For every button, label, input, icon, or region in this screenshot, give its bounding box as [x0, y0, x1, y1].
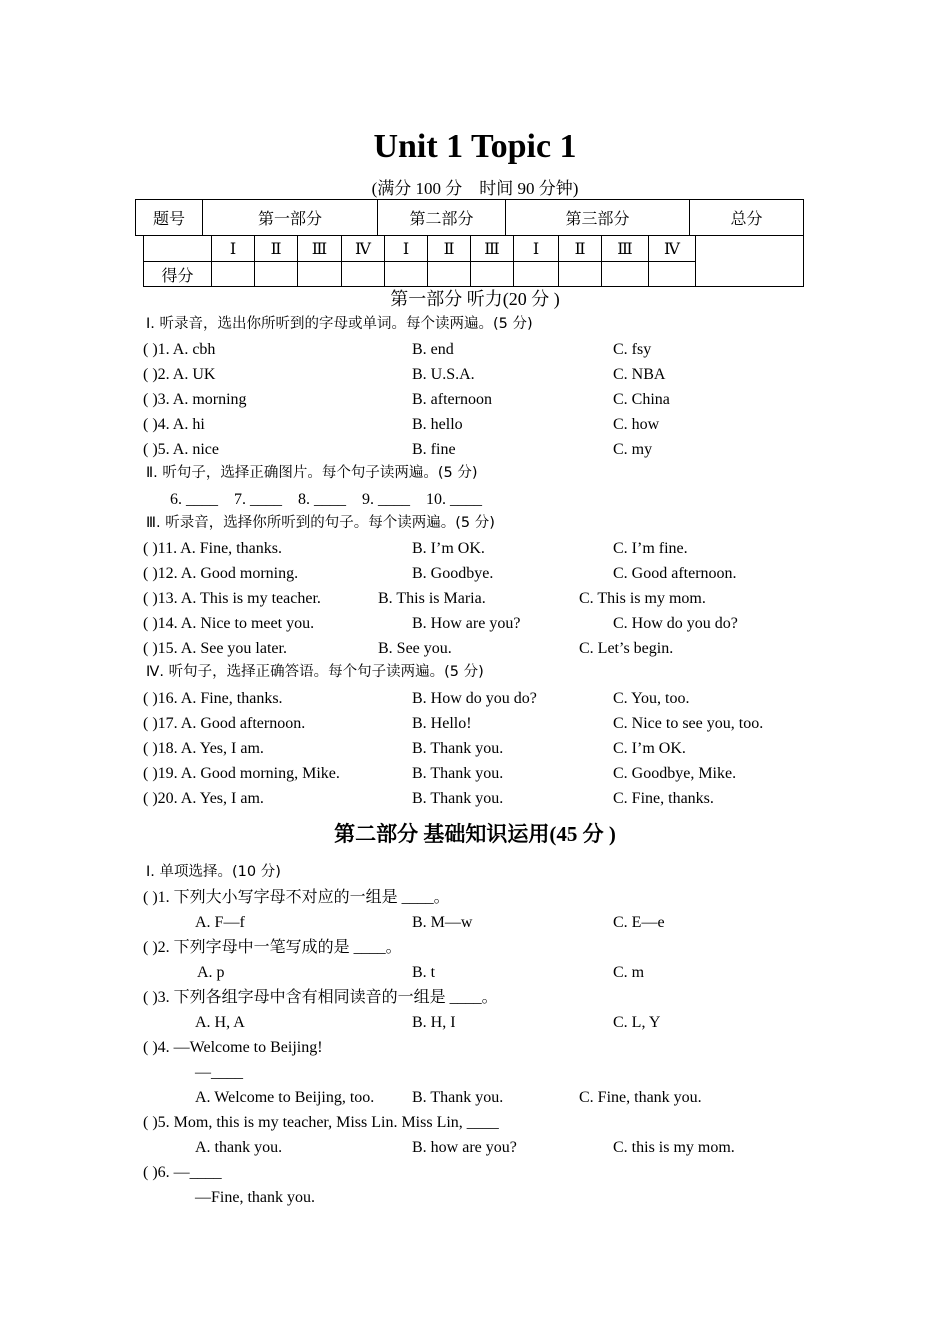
option-c: C. E—e	[613, 914, 665, 931]
score-cell	[649, 262, 696, 287]
numeral-cell: Ⅲ	[471, 236, 514, 262]
score-cell	[212, 262, 255, 287]
total-score-cell	[696, 236, 804, 287]
part3-header: 第三部分	[506, 200, 690, 236]
option-b: B. How are you?	[412, 615, 521, 632]
mc-question-2: ( )2. 下列字母中一笔写成的是 ____。	[143, 939, 402, 956]
option-c: C. this is my mom.	[613, 1139, 735, 1156]
question-13: ( )13. A. This is my teacher.	[143, 590, 321, 607]
mc-question-1: ( )1. 下列大小写字母不对应的一组是 ____。	[143, 889, 450, 906]
option-c: C. This is my mom.	[579, 590, 706, 607]
option-b: B. How do you do?	[412, 690, 537, 707]
option-b: B. how are you?	[412, 1139, 517, 1156]
option-b: B. Thank you.	[412, 1089, 504, 1106]
page-subtitle: (满分 100 分 时间 90 分钟)	[371, 179, 579, 198]
question-5: ( )5. A. nice	[143, 441, 219, 458]
question-16: ( )16. A. Fine, thanks.	[143, 690, 283, 707]
option-c: C. Let’s begin.	[579, 640, 674, 657]
numeral-cell: Ⅱ	[559, 236, 602, 262]
option-b: B. Hello!	[412, 715, 472, 732]
option-b: B. Thank you.	[412, 740, 504, 757]
numeral-cell: Ⅱ	[255, 236, 298, 262]
option-c: C. Good afternoon.	[613, 565, 737, 582]
score-table-header	[135, 199, 804, 236]
question-4: ( )4. A. hi	[143, 416, 205, 433]
question-3: ( )3. A. morning	[143, 391, 247, 408]
score-cell	[559, 262, 602, 287]
question-15: ( )15. A. See you later.	[143, 640, 287, 657]
question-12: ( )12. A. Good morning.	[143, 565, 299, 582]
page-title: Unit 1 Topic 1	[373, 128, 577, 165]
numeral-cell: Ⅰ	[385, 236, 428, 262]
question-18: ( )18. A. Yes, I am.	[143, 740, 264, 757]
option-b: B. fine	[412, 441, 456, 458]
option-b: B. Thank you.	[412, 790, 504, 807]
option-a: A. thank you.	[195, 1139, 283, 1156]
option-c: C. L, Y	[613, 1014, 661, 1031]
score-cell	[298, 262, 342, 287]
question-17: ( )17. A. Good afternoon.	[143, 715, 306, 732]
score-cell	[342, 262, 385, 287]
score-label: 得分	[144, 262, 212, 287]
option-b: B. U.S.A.	[412, 366, 475, 383]
section-instruction: Ⅲ. 听录音，选择你所听到的句子。每个读两遍。(5 分)	[146, 515, 495, 531]
mc-question-6: ( )6. —____	[143, 1164, 222, 1181]
section-instruction: Ⅱ. 听句子，选择正确图片。每个句子读两遍。(5 分)	[146, 465, 478, 481]
part2-heading: 第二部分 基础知识运用(45 分 )	[334, 822, 616, 846]
option-c: C. Goodbye, Mike.	[613, 765, 737, 782]
blank-cell	[144, 236, 212, 262]
option-c: C. I’m fine.	[613, 540, 688, 557]
option-b: B. Goodbye.	[412, 565, 494, 582]
score-cell	[428, 262, 471, 287]
option-b: B. H, I	[412, 1014, 456, 1031]
dialogue-reply: —Fine, thank you.	[195, 1189, 315, 1206]
answer-blanks: 6. ____ 7. ____ 8. ____ 9. ____ 10. ____	[170, 491, 482, 508]
section-instruction: Ⅰ. 单项选择。(10 分)	[146, 864, 281, 880]
part2-header: 第二部分	[378, 200, 506, 236]
section-instruction: Ⅰ. 听录音，选出你所听到的字母或单词。每个读两遍。(5 分)	[146, 316, 533, 332]
score-cell	[471, 262, 514, 287]
section-instruction: Ⅳ. 听句子，选择正确答语。每个句子读两遍。(5 分)	[146, 664, 484, 680]
score-cell	[602, 262, 649, 287]
mc-question-4: ( )4. —Welcome to Beijing!	[143, 1039, 323, 1056]
score-table-body	[143, 235, 804, 287]
option-b: B. afternoon	[412, 391, 492, 408]
question-2: ( )2. A. UK	[143, 366, 216, 383]
numeral-cell: Ⅲ	[298, 236, 342, 262]
option-c: C. You, too.	[613, 690, 690, 707]
option-a: A. F—f	[195, 914, 245, 931]
question-number-label: 题号	[136, 200, 203, 236]
option-a: A. Welcome to Beijing, too.	[195, 1089, 375, 1106]
option-b: B. hello	[412, 416, 463, 433]
part1-header: 第一部分	[203, 200, 378, 236]
option-b: B. I’m OK.	[412, 540, 485, 557]
numeral-cell: Ⅳ	[649, 236, 696, 262]
question-14: ( )14. A. Nice to meet you.	[143, 615, 315, 632]
score-cell	[255, 262, 298, 287]
option-c: C. my	[613, 441, 653, 458]
question-1: ( )1. A. cbh	[143, 341, 216, 358]
option-b: B. Thank you.	[412, 765, 504, 782]
option-b: B. See you.	[378, 640, 452, 657]
dialogue-reply: —____	[195, 1064, 243, 1081]
question-11: ( )11. A. Fine, thanks.	[143, 540, 282, 557]
option-b: B. end	[412, 341, 454, 358]
option-b: B. M—w	[412, 914, 473, 931]
option-b: B. This is Maria.	[378, 590, 486, 607]
mc-question-3: ( )3. 下列各组字母中含有相同读音的一组是 ____。	[143, 989, 498, 1006]
numeral-cell: Ⅱ	[428, 236, 471, 262]
question-20: ( )20. A. Yes, I am.	[143, 790, 264, 807]
numeral-cell: Ⅰ	[514, 236, 559, 262]
option-c: C. Fine, thanks.	[613, 790, 714, 807]
mc-question-5: ( )5. Mom, this is my teacher, Miss Lin. Miss Lin, ____	[143, 1114, 499, 1131]
score-cell	[514, 262, 559, 287]
option-c: C. fsy	[613, 341, 652, 358]
part1-heading: 第一部分 听力(20 分 )	[390, 289, 560, 309]
option-c: C. China	[613, 391, 670, 408]
option-a: A. H, A	[195, 1014, 245, 1031]
score-cell	[385, 262, 428, 287]
option-c: C. Fine, thank you.	[579, 1089, 702, 1106]
option-c: C. Nice to see you, too.	[613, 715, 764, 732]
question-19: ( )19. A. Good morning, Mike.	[143, 765, 340, 782]
option-a: A. p	[197, 964, 225, 981]
option-c: C. I’m OK.	[613, 740, 686, 757]
option-c: C. how	[613, 416, 660, 433]
numeral-cell: Ⅲ	[602, 236, 649, 262]
numeral-cell: Ⅰ	[212, 236, 255, 262]
option-c: C. NBA	[613, 366, 666, 383]
total-header: 总分	[690, 200, 804, 236]
numeral-cell: Ⅳ	[342, 236, 385, 262]
option-b: B. t	[412, 964, 436, 981]
option-c: C. m	[613, 964, 645, 981]
option-c: C. How do you do?	[613, 615, 738, 632]
